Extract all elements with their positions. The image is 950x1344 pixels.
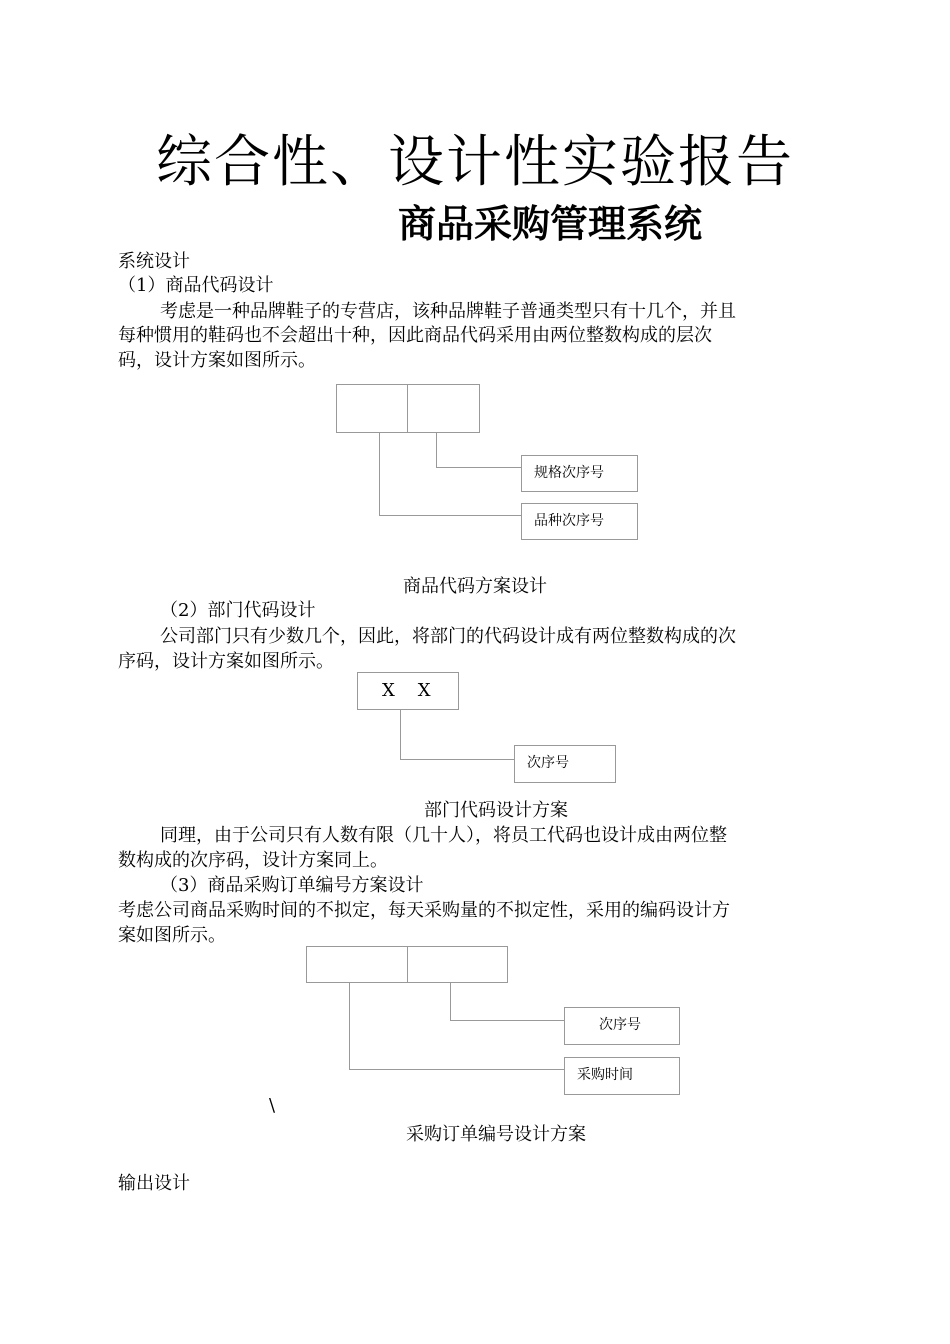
- stray-backslash: \: [269, 1095, 276, 1116]
- label-box-spec-seq: 规格次序号: [521, 455, 638, 492]
- connector-line: [349, 982, 350, 1069]
- page-title: 综合性、设计性实验报告: [156, 130, 794, 195]
- section-heading-output-design: 输出设计: [118, 1173, 190, 1194]
- connector-line: [400, 759, 515, 760]
- connector-line: [349, 1069, 565, 1070]
- label-box-seq: 次序号: [514, 745, 616, 783]
- label-box-variety-seq: 品种次序号: [521, 503, 638, 540]
- label-box-purchase-time: 采购时间: [564, 1057, 680, 1095]
- section-heading-system-design: 系统设计: [118, 251, 190, 272]
- paragraph-line: 每种惯用的鞋码也不会超出十种，因此商品代码采用由两位整数构成的层次: [118, 325, 712, 346]
- paragraph-line: 同理，由于公司只有人数有限（几十人），将员工代码也设计成由两位整: [160, 825, 727, 846]
- connector-line: [379, 515, 522, 516]
- paragraph-line: 码，设计方案如图所示。: [118, 350, 316, 371]
- paragraph-line: 案如图所示。: [118, 925, 226, 946]
- code-digit-box: [336, 384, 408, 433]
- code-digit-box: [407, 384, 480, 433]
- connector-line: [436, 467, 522, 468]
- code-part-box: [407, 946, 508, 983]
- paragraph-line: 数构成的次序码，设计方案同上。: [118, 850, 388, 871]
- code-box: X X: [357, 672, 459, 710]
- paragraph-line: 公司部门只有少数几个，因此，将部门的代码设计成有两位整数构成的次: [160, 626, 736, 647]
- paragraph-line: 序码，设计方案如图所示。: [118, 651, 334, 672]
- figure-caption: 部门代码设计方案: [424, 800, 568, 821]
- label-box-seq: 次序号: [564, 1007, 680, 1045]
- page-subtitle: 商品采购管理系统: [397, 202, 702, 246]
- connector-line: [436, 432, 437, 467]
- figure-caption: 商品代码方案设计: [403, 576, 547, 597]
- subsection-heading-product-code: （1）商品代码设计: [118, 275, 274, 296]
- connector-line: [400, 709, 401, 759]
- code-part-box: [306, 946, 408, 983]
- connector-line: [450, 982, 451, 1020]
- connector-line: [379, 432, 380, 516]
- paragraph-line: 考虑公司商品采购时间的不拟定，每天采购量的不拟定性，采用的编码设计方: [118, 900, 730, 921]
- connector-line: [450, 1020, 565, 1021]
- subsection-heading-department-code: （2）部门代码设计: [160, 600, 316, 621]
- figure-caption: 采购订单编号设计方案: [406, 1124, 586, 1145]
- subsection-heading-order-number: （3）商品采购订单编号方案设计: [160, 875, 424, 896]
- paragraph-line: 考虑是一种品牌鞋子的专营店，该种品牌鞋子普通类型只有十几个，并且: [160, 301, 736, 322]
